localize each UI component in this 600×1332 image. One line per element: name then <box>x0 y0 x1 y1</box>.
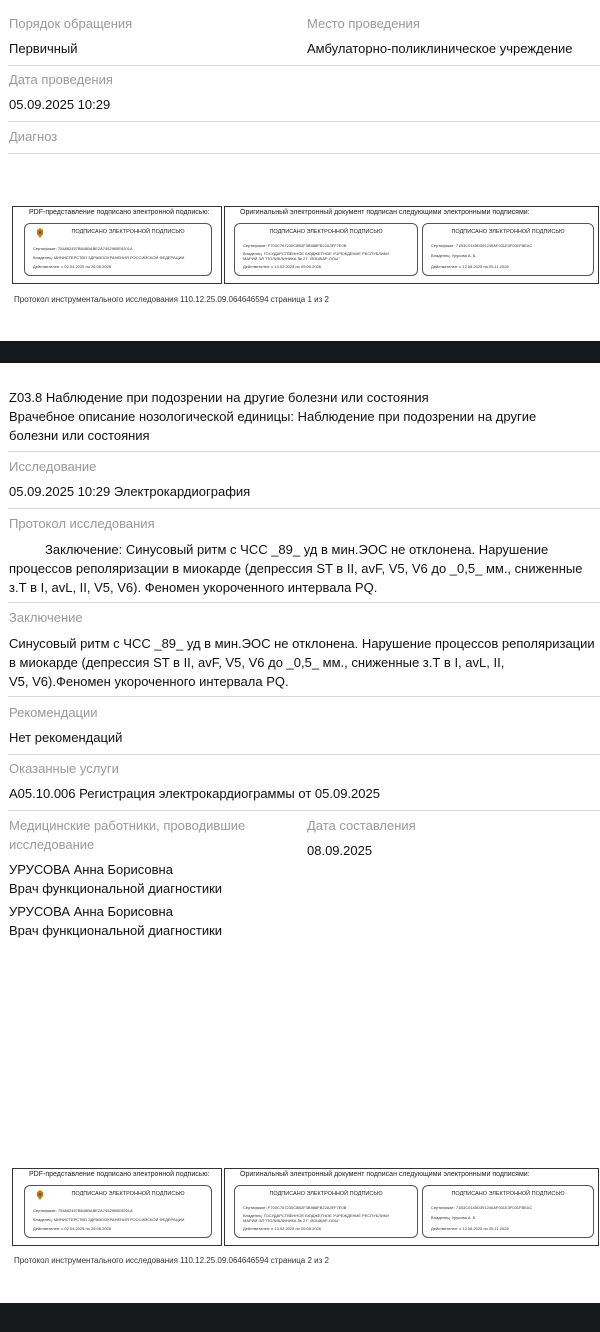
services-value: A05.10.006 Регистрация электрокардиограммы от 05.09.2025 <box>9 786 380 801</box>
card-owner: Владелец: ГОСУДАРСТВЕННОЕ БЮДЖЕТНОЕ УЧРЕЖДЕНИЕ РЕСПУБЛИКИ <box>243 251 390 256</box>
protocol-text: з.Т в I, avL, II, V5, V6). Феномен укороченного интервала PQ. <box>9 580 378 595</box>
divider <box>8 602 600 603</box>
diagnosis-code: Z03.8 Наблюдение при подозрении на другие болезни или состояния <box>9 390 429 405</box>
card-valid: Действителен: с 12.08.2025 по 05.11.2026 <box>431 264 509 269</box>
worker-name: УРУСОВА Анна Борисовна <box>9 904 173 919</box>
conclusion-text: Синусовый ритм с ЧСС _89_ уд в мин.ЭОС не отклонена. Нарушение процессов реполяризации <box>9 636 595 651</box>
card-cert: Сертификат: 71B3C0145D391240AF931E3F031FBEAC <box>431 1205 533 1210</box>
card-owner-2: МАРИЙ ЭЛ "ПОЛИКЛИНИКА № 2 Г. ЙОШКАР-ОЛЫ" <box>243 256 340 261</box>
card-cert: Сертификат: 754882457B848BABE2A7452965E9201A <box>33 1208 133 1213</box>
date-value: 05.09.2025 10:29 <box>9 97 111 112</box>
diagnosis-description-cont: болезни или состояния <box>9 428 150 443</box>
card-valid: Действителен: с 02.04.2025 по 26.06.2026 <box>33 264 111 269</box>
card-owner-2: МАРИЙ ЭЛ "ПОЛИКЛИНИКА № 2 Г. ЙОШКАР-ОЛЫ" <box>243 1218 340 1223</box>
divider <box>8 810 600 811</box>
signature-block <box>12 1168 598 1244</box>
page-footer: Протокол инструментального исследования 110.12.25.09.064646594 страница 2 из 2 <box>14 1256 329 1265</box>
card-owner: Владелец: Урусова А. Б. <box>431 253 477 258</box>
divider <box>8 65 600 66</box>
divider <box>8 508 600 509</box>
worker-role: Врач функциональной диагностики <box>9 881 223 896</box>
recommendations-label: Рекомендации <box>9 705 98 720</box>
conclusion-label: Заключение <box>9 610 83 625</box>
workers-label: Медицинские работники, проводившие <box>9 818 246 833</box>
divider <box>8 696 600 697</box>
card-owner: Владелец: МИНИСТЕРСТВО ЗДРАВООХРАНЕНИЯ РОССИЙСКОЙ ФЕДЕРАЦИИ <box>33 1217 185 1222</box>
workers-label-cont: исследование <box>9 837 95 852</box>
protocol-label: Протокол исследования <box>9 516 155 531</box>
compiled-date-value: 08.09.2025 <box>307 843 373 858</box>
card-cert: Сертификат: 754882457B848BABE2A7452965E9201A <box>33 246 133 251</box>
coat-of-arms-icon <box>35 1189 45 1201</box>
pdf-signature-header: PDF-представление подписано электронной подписью: <box>29 1171 210 1178</box>
signature-card-clinic <box>234 223 418 276</box>
services-label: Оказанные услуги <box>9 761 119 776</box>
card-cert: Сертификат: F700C767230C8B2F3B988FB22A3FF7E0B <box>243 243 347 248</box>
divider <box>8 121 600 122</box>
compiled-date-label: Дата составления <box>307 818 416 833</box>
place-value: Амбулаторно-поликлиническое учреждение <box>307 41 573 56</box>
date-label: Дата проведения <box>9 72 113 87</box>
page-footer: Протокол инструментального исследования 110.12.25.09.064646594 страница 1 из 2 <box>14 295 329 304</box>
divider <box>8 754 600 755</box>
study-label: Исследование <box>9 459 97 474</box>
signature-block <box>12 206 598 282</box>
pdf-signature-header: PDF-представление подписано электронной подписью: <box>29 209 210 216</box>
signature-card-ministry <box>24 223 212 276</box>
worker-name: УРУСОВА Анна Борисовна <box>9 862 173 877</box>
signature-card-doctor <box>422 223 594 276</box>
card-title: ПОДПИСАНО ЭЛЕКТРОННОЙ ПОДПИСЬЮ <box>451 1191 565 1197</box>
card-owner: Владелец: ГОСУДАРСТВЕННОЕ БЮДЖЕТНОЕ УЧРЕЖДЕНИЕ РЕСПУБЛИКИ <box>243 1213 390 1218</box>
page-separator <box>0 1303 600 1332</box>
signature-card-doctor <box>422 1185 594 1238</box>
signature-card-clinic <box>234 1185 418 1238</box>
card-valid: Действителен: с 13.02.2025 по 09.05.2026 <box>243 1226 321 1231</box>
recommendations-value: Нет рекомендаций <box>9 730 123 745</box>
order-label: Порядок обращения <box>9 16 133 31</box>
protocol-text: Заключение: Синусовый ритм с ЧСС _89_ уд в мин.ЭОС не отклонена. Нарушение <box>45 542 549 557</box>
card-owner: Владелец: Урусова А. Б. <box>431 1215 477 1220</box>
card-cert: Сертификат: 71B3C0145D391240AF931E3F031FBEAC <box>431 243 533 248</box>
protocol-text: процессов реполяризации в миокарде (депрессия ST в II, avF, V5, V6 до _0,5_ мм., сниженные <box>9 561 583 576</box>
page-separator <box>0 341 600 363</box>
order-value: Первичный <box>9 41 78 56</box>
diagnosis-description: Врачебное описание нозологической единицы: Наблюдение при подозрении на другие <box>9 409 537 424</box>
divider <box>8 153 600 154</box>
study-value: 05.09.2025 10:29 Электрокардиография <box>9 484 251 499</box>
card-title: ПОДПИСАНО ЭЛЕКТРОННОЙ ПОДПИСЬЮ <box>71 1191 185 1197</box>
card-valid: Действителен: с 13.02.2025 по 09.05.2026 <box>243 264 321 269</box>
coat-of-arms-icon <box>35 227 45 239</box>
conclusion-text: V5, V6).Феномен укороченного интервала PQ. <box>9 674 289 689</box>
card-title: ПОДПИСАНО ЭЛЕКТРОННОЙ ПОДПИСЬЮ <box>451 229 565 235</box>
card-cert: Сертификат: F700C767230C8B2F3B988FB22A3FF7E0B <box>243 1205 347 1210</box>
place-label: Место проведения <box>307 16 420 31</box>
card-valid: Действителен: с 02.04.2025 по 26.06.2026 <box>33 1226 111 1231</box>
card-title: ПОДПИСАНО ЭЛЕКТРОННОЙ ПОДПИСЬЮ <box>71 229 185 235</box>
conclusion-text: в миокарде (депрессия ST в II, avF, V5, V6 до _0,5_ мм., сниженные з.Т в I, avL, II, <box>9 655 505 670</box>
original-signature-header: Оригинальный электронный документ подписан следующими электронными подписями: <box>240 209 530 216</box>
card-valid: Действителен: с 12.08.2025 по 05.11.2026 <box>431 1226 509 1231</box>
diagnosis-label: Диагноз <box>9 129 58 144</box>
worker-role: Врач функциональной диагностики <box>9 923 223 938</box>
signature-card-ministry <box>24 1185 212 1238</box>
card-title: ПОДПИСАНО ЭЛЕКТРОННОЙ ПОДПИСЬЮ <box>269 1191 383 1197</box>
card-title: ПОДПИСАНО ЭЛЕКТРОННОЙ ПОДПИСЬЮ <box>269 229 383 235</box>
original-signature-header: Оригинальный электронный документ подписан следующими электронными подписями: <box>240 1171 530 1178</box>
card-owner: Владелец: МИНИСТЕРСТВО ЗДРАВООХРАНЕНИЯ РОССИЙСКОЙ ФЕДЕРАЦИИ <box>33 255 185 260</box>
divider <box>8 451 600 452</box>
